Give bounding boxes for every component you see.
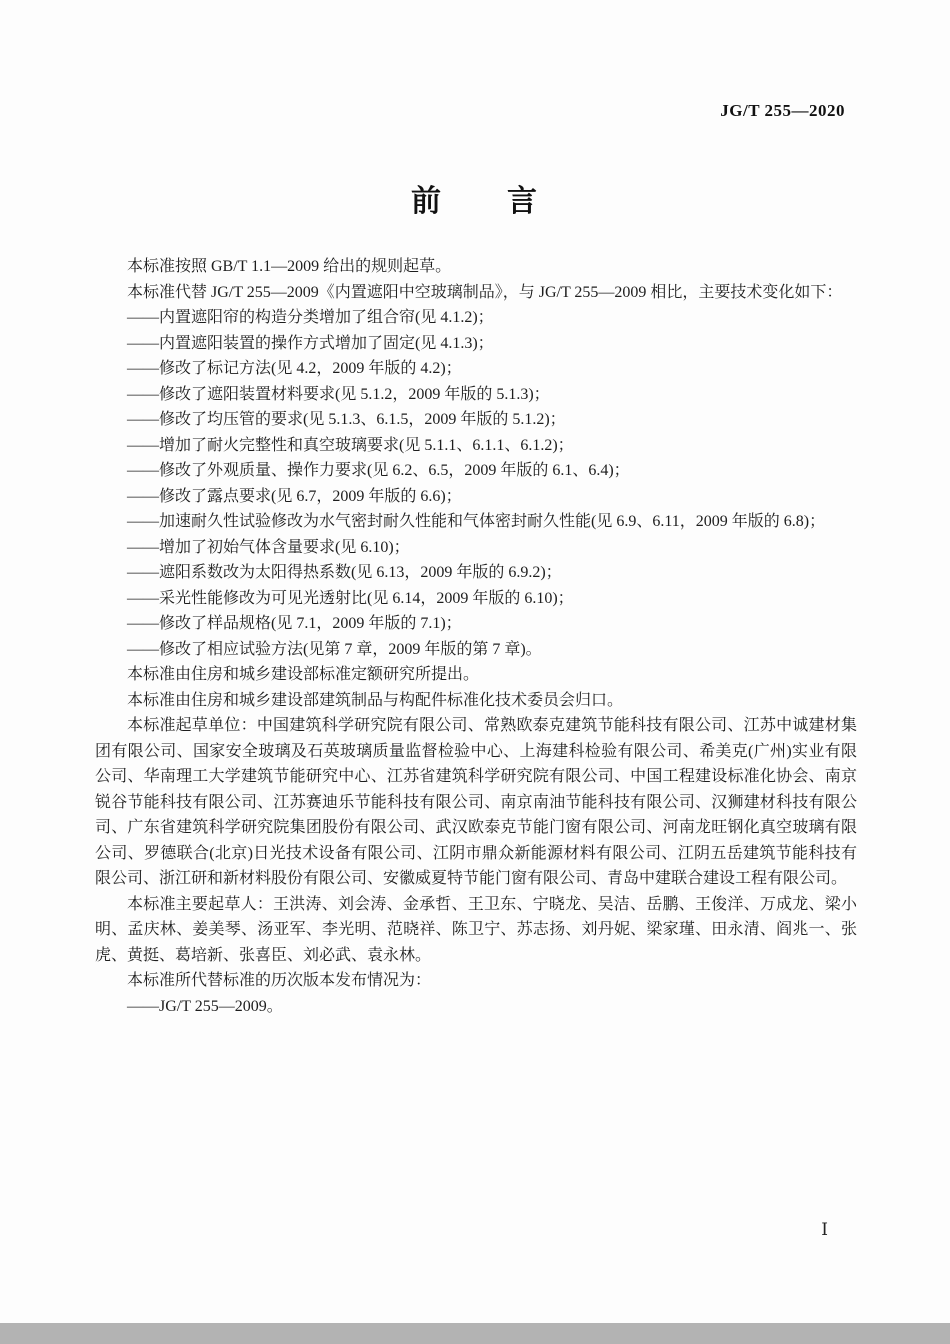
change-list-item: ——加速耐久性试验修改为水气密封耐久性能和气体密封耐久性能(见 6.9、6.11，2009 年版的 6.8)； <box>127 513 826 530</box>
change-list-item: ——内置遮阳帘的构造分类增加了组合帘(见 4.1.2)； <box>127 309 494 326</box>
change-list-item: ——遮阳系数改为太阳得热系数(见 6.13，2009 年版的 6.9.2)； <box>127 564 562 581</box>
change-list-item: ——内置遮阳装置的操作方式增加了固定(见 4.1.3)； <box>127 334 494 352</box>
change-list-item: ——采光性能修改为可见光透射比(见 6.14，2009 年版的 6.10)； <box>127 589 574 607</box>
foreword-paragraph: 本标准起草单位：中国建筑科学研究院有限公司、常熟欧泰克建筑节能科技有限公司、江苏中诚建材集团有限公司、国家安全玻璃及石英玻璃质量监督检验中心、上海建科检验有限公司、希美克(广州)实业有限公司、华南理工大学建筑节能研究中心、江苏省建筑科学研究院有限公司、中国工程建设标准化协会、南京锐谷节能科技有限公司、江苏赛迪乐节能科技有限公司、南京南油节能科技有限公司、汉狮建材科技有限公司、广东省建筑科学研究院集团股份有限公司、武汉欧泰克节能门窗有限公司、河南龙旺钢化真空玻璃有限公司、罗德联合(北京)日光技术设备有限公司、江阴市鼎众新能源材料有限公司、江阴五岳建筑节能科技有限公司、浙江研和新材料股份有限公司、安徽威夏特节能门窗有限公司、青岛中建联合建设工程有限公司。 <box>95 717 857 887</box>
foreword-paragraph: 本标准按照 GB/T 1.1—2009 给出的规则起草。 <box>127 258 452 275</box>
superseded-version-item: ——JG/T 255—2009。 <box>127 997 283 1015</box>
change-list-item: ——修改了露点要求(见 6.7，2009 年版的 6.6)； <box>127 487 462 505</box>
scan-bottom-edge <box>0 1323 950 1344</box>
foreword-paragraph: 本标准主要起草人：王洪涛、刘会涛、金承哲、王卫东、宁晓龙、吴洁、岳鹏、王俊洋、万成龙、梁小明、孟庆林、姜美琴、汤亚军、李光明、范晓祥、陈卫宁、苏志扬、刘丹妮、梁家瑾、田永清、阎兆一、张虎、黄挺、葛培新、张喜臣、刘必武、袁永林。 <box>95 895 857 964</box>
change-list-item: ——修改了相应试验方法(见第 7 章，2009 年版的第 7 章)。 <box>127 640 542 658</box>
change-list-item: ——修改了遮阳装置材料要求(见 5.1.2，2009 年版的 5.1.3)； <box>127 385 550 403</box>
foreword-paragraph: 本标准所代替标准的历次版本发布情况为： <box>127 972 432 989</box>
change-list-item: ——修改了外观质量、操作力要求(见 6.2、6.5，2009 年版的 6.1、6.4)； <box>127 462 630 479</box>
page-number: Ⅰ <box>821 1220 828 1239</box>
change-list-item: ——修改了均压管的要求(见 5.1.3、6.1.5，2009 年版的 5.1.2)； <box>127 411 566 428</box>
change-list-item: ——增加了初始气体含量要求(见 6.10)； <box>127 538 410 556</box>
doc-number: JG/T 255—2020 <box>720 101 845 120</box>
foreword-paragraph: 本标准由住房和城乡建设部建筑制品与构配件标准化技术委员会归口。 <box>127 691 624 709</box>
page-title: 前 言 <box>411 185 539 218</box>
foreword-content <box>95 254 857 1019</box>
foreword-paragraph: 本标准代替 JG/T 255—2009《内置遮阳中空玻璃制品》，与 JG/T 255—2009 相比，主要技术变化如下： <box>127 283 843 301</box>
foreword-paragraph: 本标准由住房和城乡建设部标准定额研究所提出。 <box>127 666 480 683</box>
change-list-item: ——修改了标记方法(见 4.2，2009 年版的 4.2)； <box>127 360 462 377</box>
change-list-item: ——修改了样品规格(见 7.1，2009 年版的 7.1)； <box>127 615 462 632</box>
change-list-item: ——增加了耐火完整性和真空玻璃要求(见 5.1.1、6.1.1、6.1.2)； <box>127 436 574 454</box>
